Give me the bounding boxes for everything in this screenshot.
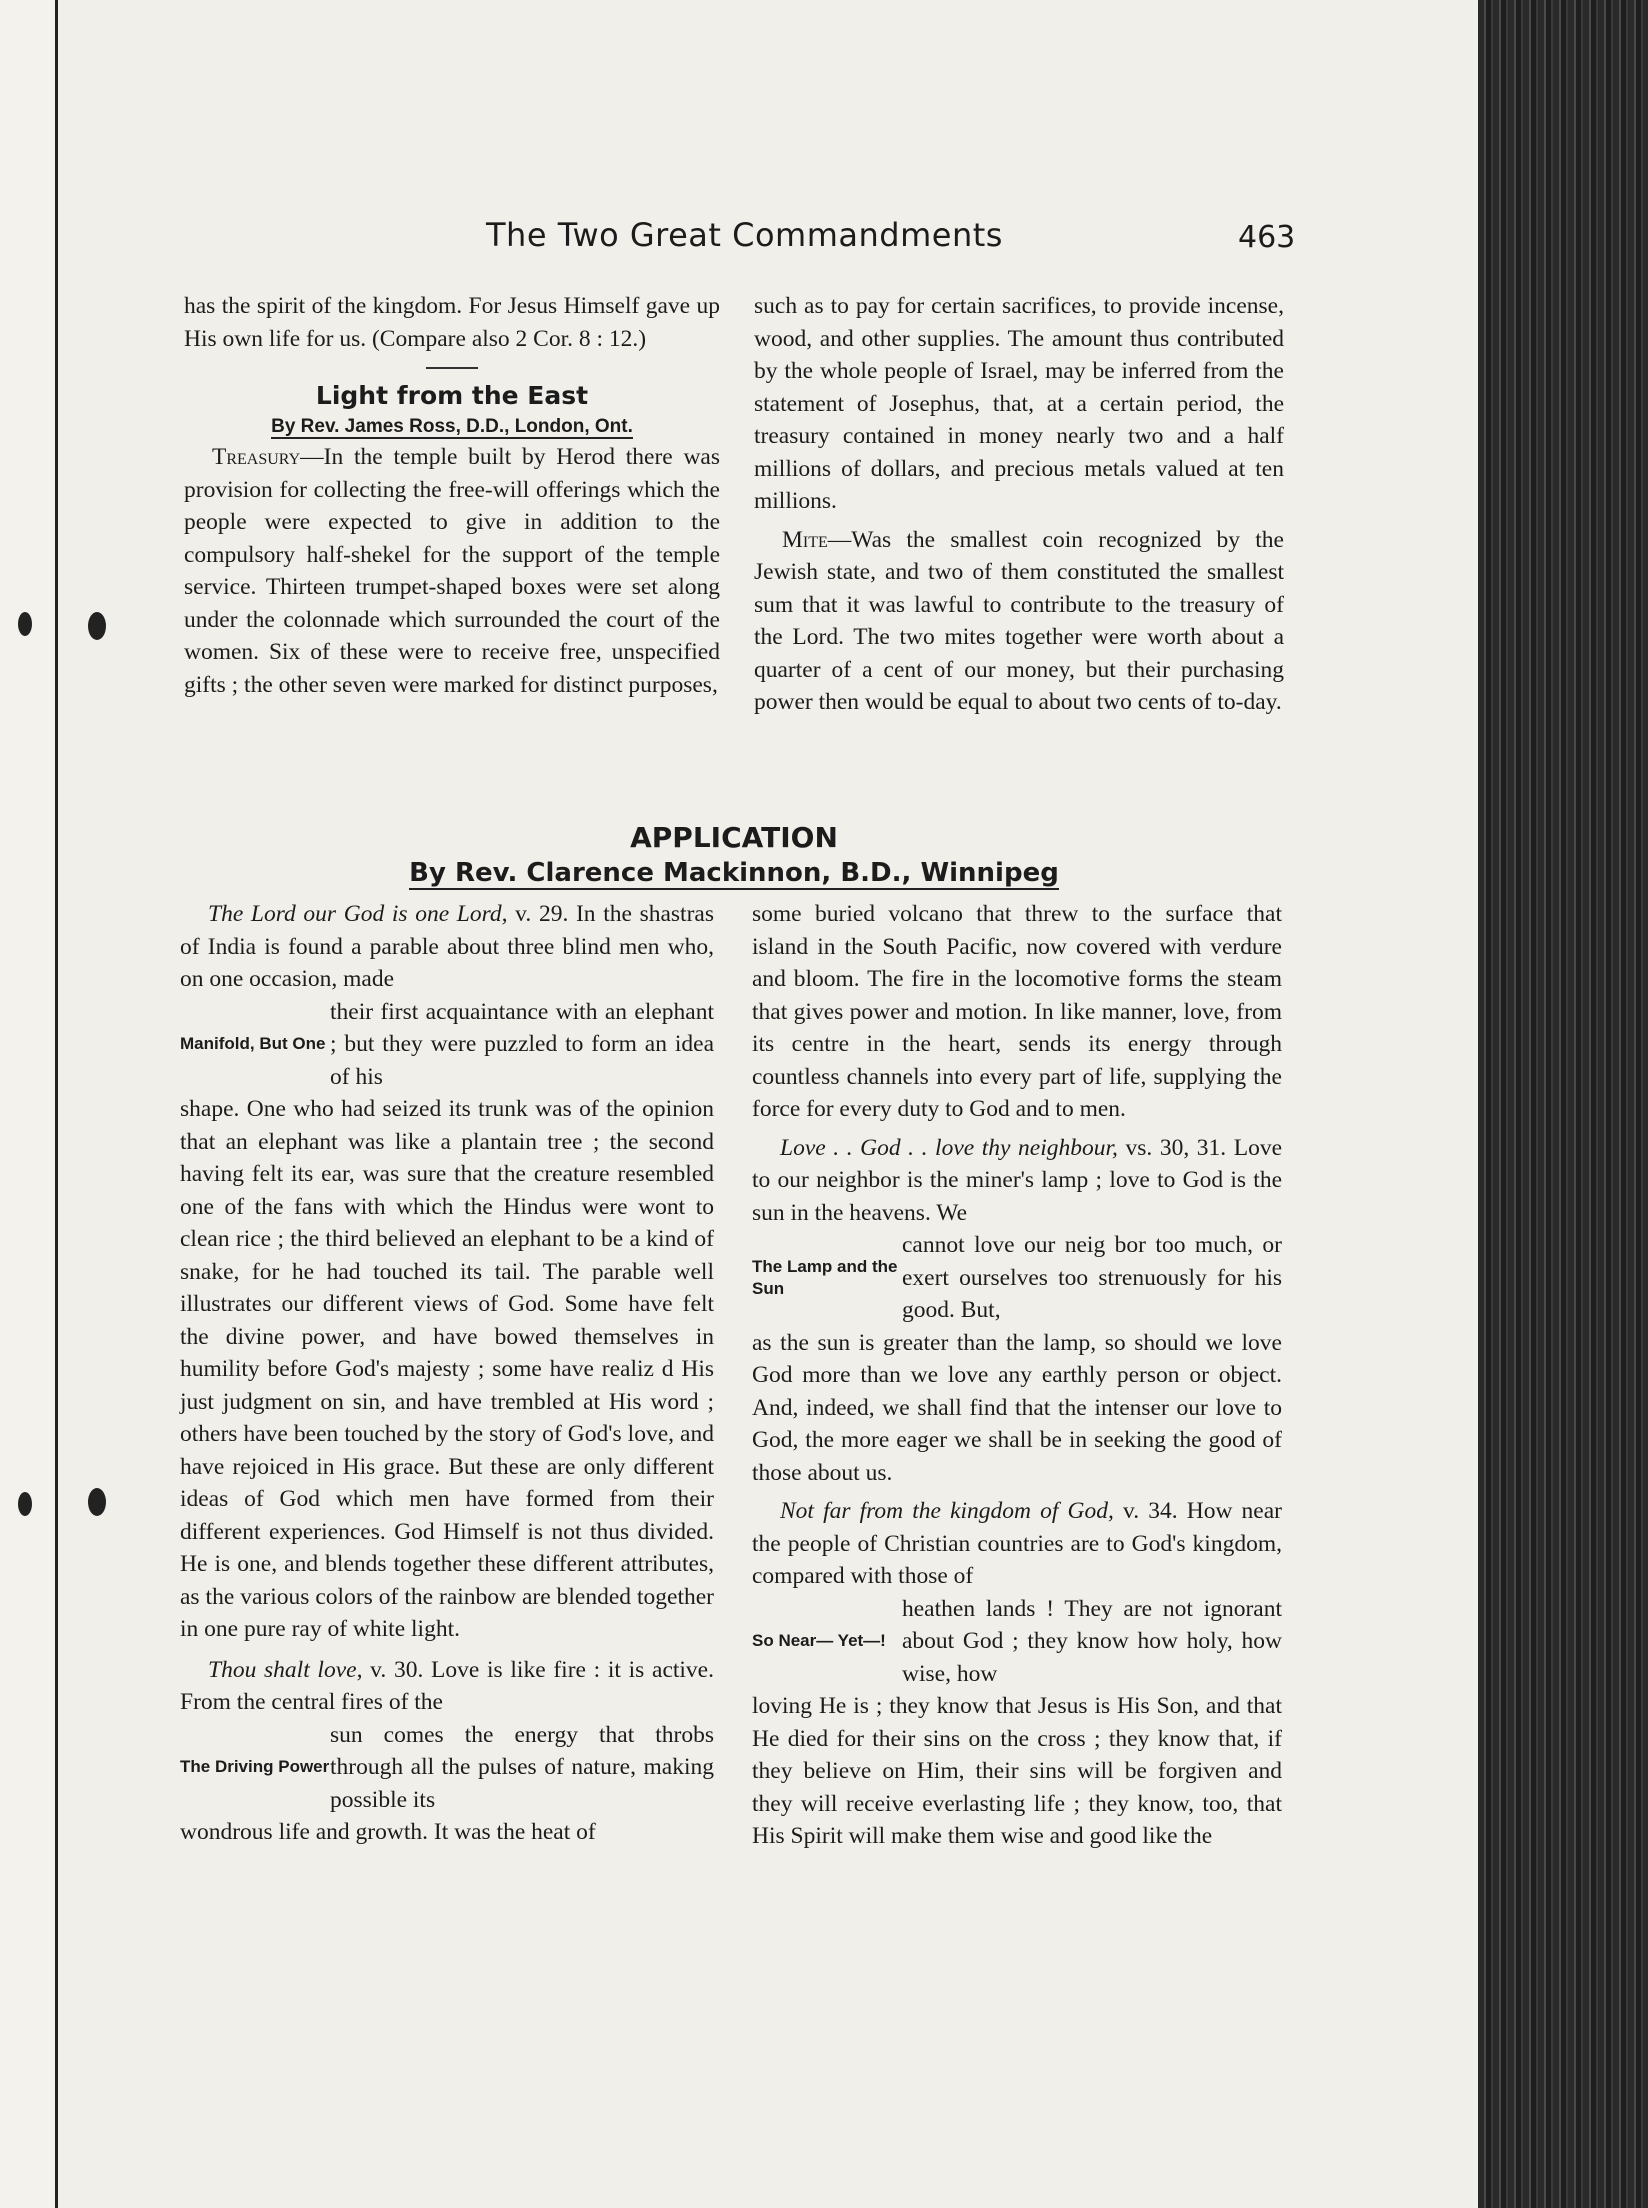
binding-hole <box>88 1488 106 1516</box>
term: Mite <box>782 526 828 553</box>
paragraph: their first acquaintance with an elephant ; but they were puzzled to form an idea of his <box>330 998 714 1090</box>
paragraph: loving He is ; they know that Jesus is His Son, and that He died for their sins on the cross ; they know that, if they believe on Him, their sins will be forgiven and they will receive everlasting life ; they know, too, that His Spirit will make them wise and good like the <box>752 1693 1282 1849</box>
left-column-bottom <box>180 898 714 1849</box>
paragraph: has the spirit of the kingdom. For Jesus Himself gave up His own life for us. (Compare also 2 Cor. 8 : 12.) <box>184 293 720 352</box>
section-divider <box>426 367 478 369</box>
section-title: Light from the East <box>315 381 589 410</box>
paragraph: such as to pay for certain sacrifices, to provide incense, wood, and other supplies. The amount thus contributed by the whole people of Israel, may be inferred from the statement of Josephus, that, at a certain period, the treasury contained in money nearly two and a half millions of dollars, and precious metals valued at ten millions. <box>754 293 1284 514</box>
paragraph: wondrous life and growth. It was the heat of <box>180 1819 596 1845</box>
paragraph: Treasury—In the temple built by Herod there was provision for collecting the free-will offerings which the people were expected to give in addition to the compulsory half-shekel for the support of the temple service. Thirteen trumpet-shaped boxes were set along under the colonnade which surrounded the court of the women. Six of these were to receive free, unspecified gifts ; the other seven were marked for distinct purposes, <box>184 444 720 698</box>
paragraph: as the sun is greater than the lamp, so should we love God more than we love any earthly person or object. And, indeed, we shall find that the intenser our love to God, the more eager we shall be in seeking the good of those about us. <box>752 1329 1282 1486</box>
paragraph: Thou shalt love, v. 30. Love is like fire : it is active. From the central fires of the <box>180 1656 714 1715</box>
sidenote-label: The Driving Power <box>180 1757 330 1777</box>
paragraph: heathen lands ! They are not ignorant about God ; they know how holy, how wise, how <box>902 1595 1282 1687</box>
application-byline: By Rev. Clarence Mackinnon, B.D., Winnipeg <box>409 858 1059 888</box>
paragraph: sun comes the energy that throbs through all the pulses of nature, making possible its <box>330 1721 714 1813</box>
section-byline: By Rev. James Ross, D.D., London, Ont. <box>271 416 633 437</box>
paragraph: cannot love our neig bor too much, or exert ourselves too strenuously for his good. But, <box>902 1232 1282 1323</box>
page-stack-edges <box>1478 0 1648 2208</box>
paragraph: shape. One who had seized its trunk was of the opinion that an elephant was like a plantain tree ; the second having felt its ear, was sure that the creature resembled one of the fans with which the Hindus were wont to clean rice ; the third believed an elephant to be a kind of snake, for he had touched its tail. The parable well illustrates our different views of God. Some have felt the divine power, and have bowed themselves in humility before God's majesty ; some have realiz d His just judgment on sin, and have trembled at His word ; others have been touched by the story of God's love, and have rejoiced in His grace. But these are only different ideas of God which men have formed from their different experiences. God Himself is not thus divided. He is one, and blends together these different attributes, as the various colors of the rainbow are blended together in one pure ray of white light. <box>180 1096 714 1642</box>
running-head: The Two Great Commandments <box>486 216 1003 254</box>
page-header <box>486 216 1296 264</box>
application-heading <box>184 820 1284 890</box>
sidenote-label: The Lamp and the Sun <box>752 1256 898 1298</box>
sidenote-block <box>752 1593 1282 1691</box>
page-number: 463 <box>1238 220 1296 255</box>
binding-hole <box>18 612 32 636</box>
right-column-bottom <box>752 898 1282 1853</box>
sidenote-block <box>752 1229 1282 1327</box>
paragraph: some buried volcano that threw to the surface that island in the South Pacific, now covered with verdure and bloom. The fire in the locomotive forms the steam that gives power and motion. In like manner, love, from its centre in the heart, sends its energy through countless channels into every part of life, supplying the force for every duty to God and to men. <box>752 901 1282 1122</box>
application-title: APPLICATION <box>630 821 838 854</box>
sidenote-label: So Near— Yet—! <box>752 1631 886 1651</box>
binding-hole <box>88 612 106 640</box>
sidenote-block <box>180 1719 714 1817</box>
paragraph: Not far from the kingdom of God, v. 34. How near the people of Christian countries are to God's kingdom, compared with those of <box>752 1498 1282 1589</box>
term: Treasury <box>212 444 301 470</box>
right-column-top <box>754 290 1284 719</box>
paragraph: Love . . God . . love thy neighbour, vs. 30, 31. Love to our neighbor is the miner's lamp ; love to God is the sun in the heavens. We <box>752 1134 1282 1226</box>
paragraph: Mite—Was the smallest coin recognized by the Jewish state, and two of them constituted the smallest sum that it was lawful to contribute to the treasury of the Lord. The two mites together were worth about a quarter of a cent of our money, but their purchasing power then would be equal to about two cents of to-day. <box>754 526 1284 715</box>
paragraph: The Lord our God is one Lord, v. 29. In the shastras of India is found a parable about three blind men who, on one occasion, made <box>180 901 714 992</box>
sidenote-label: Manifold, But One <box>180 1034 326 1054</box>
binding-hole <box>18 1492 32 1516</box>
facing-page-edge <box>0 0 58 2208</box>
sidenote-block <box>180 996 714 1094</box>
left-column-top <box>184 290 720 701</box>
